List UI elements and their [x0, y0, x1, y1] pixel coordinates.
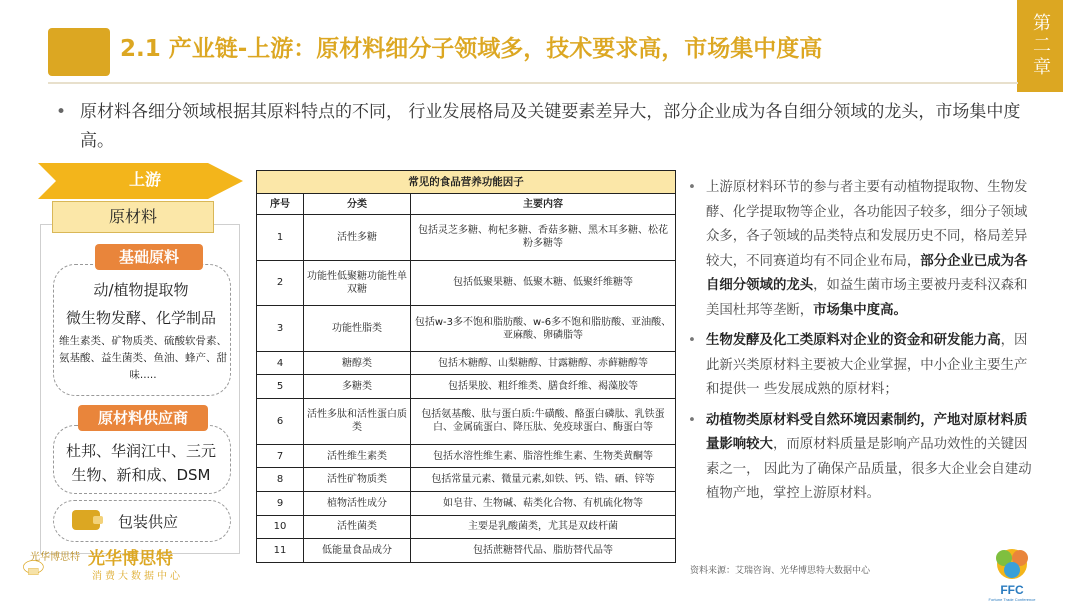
table-row [257, 399, 676, 445]
table-row [257, 539, 676, 563]
cell-index: 1 [257, 215, 304, 261]
cell-index: 5 [257, 375, 304, 399]
table-row [257, 468, 676, 492]
brand-seal-text: 光华博思特 [30, 552, 80, 563]
table-row [257, 375, 676, 399]
cell-content: 包括水溶性维生素、脂溶性维生素、生物类黄酮等 [411, 444, 676, 468]
cell-index: 6 [257, 399, 304, 445]
cell-category: 低能量食品成分 [304, 539, 411, 563]
table-row [257, 306, 676, 352]
cell-content: 包括低聚果糖、低聚木糖、低聚纤维糖等 [411, 260, 676, 306]
upstream-label: 上游 [128, 170, 161, 189]
ffc-logo [980, 538, 1044, 602]
chapter-tab[interactable]: 第二章 [1017, 0, 1063, 92]
cell-category: 活性多肽和活性蛋白质类 [304, 399, 411, 445]
cell-content: 包括蔗糖替代品、脂肪替代品等 [411, 539, 676, 563]
cell-index: 4 [257, 351, 304, 375]
cell-category: 活性维生素类 [304, 444, 411, 468]
cell-category: 功能性低聚糖功能性单双糖 [304, 260, 411, 306]
bullet: • [688, 412, 696, 428]
basic-materials-title: 基础原料 [95, 244, 203, 270]
intro-text: 原材料各细分领域根据其原料特点的不同， 行业发展格局及关键要素差异大，部分企业成为各自细分领域的龙头，市场集中度高。 [80, 102, 1021, 151]
nutrition-factor-table [256, 170, 676, 563]
page-title: 2.1 产业链-上游：原材料细分子领域多，技术要求高，市场集中度高 [120, 36, 823, 62]
bullet: • [688, 180, 696, 195]
cell-index: 3 [257, 306, 304, 352]
para-emphasis: 部分企业已成为各自细分领域的龙头 [706, 253, 1028, 293]
commentary-para-1 [688, 176, 1033, 323]
cell-category: 活性菌类 [304, 515, 411, 539]
cell-index: 9 [257, 492, 304, 516]
cell-content: 包括氨基酸、肽与蛋白质:牛磺酸、酪蛋白磷肽、乳铁蛋白、金属硫蛋白、降压肽、免疫球蛋白、酶蛋白等 [411, 399, 676, 445]
right-commentary [688, 176, 1033, 513]
supplier-line-1: 杜邦、华润江中、三元 [65, 442, 216, 460]
cell-content: 包括灵芝多糖、枸杞多糖、香菇多糖、黑木耳多糖、松花粉多糖等 [411, 215, 676, 261]
bullet: • [688, 333, 696, 348]
table-row [257, 444, 676, 468]
table-row [257, 515, 676, 539]
title-accent-block [48, 28, 110, 76]
basic-small-list: 维生素类、矿物质类、硫酸软骨素、氨基酸、益生菌类、鱼油、蜂产、甜味..... [59, 335, 227, 381]
para-text: ，因此新兴类原材料主要被大企业掌握，中小企业主要生产和提供一 些发展成熟的原材料； [706, 333, 1028, 397]
commentary-para-2 [688, 329, 1033, 403]
packaging-label: 包装供应 [118, 513, 179, 531]
para-text: ，而原材料质量是影响产品功效性的关键因素之一， 因此为了确保产品质量，很多大企业会自建动植物产地，掌控上游原材料。 [706, 437, 1032, 501]
para-text: ，如益生菌市场主要被丹麦科汉森和美国杜邦等垄断， [706, 278, 1028, 318]
intro-paragraph [48, 98, 1038, 156]
cell-category: 活性矿物质类 [304, 468, 411, 492]
cell-index: 10 [257, 515, 304, 539]
basic-line-2: 微生物发酵、化学制品 [65, 309, 216, 327]
cell-content: 包括w-3多不饱和脂肪酸、w-6多不饱和脂肪酸、亚油酸、亚麻酸、卵磷脂等 [411, 306, 676, 352]
table-row [257, 351, 676, 375]
source-note: 资料来源：艾瑞咨询、光华博思特大数据中心 [690, 566, 871, 576]
cell-content: 包括常量元素、微量元素,如铁、钙、锆、硒、锌等 [411, 468, 676, 492]
cell-index: 11 [257, 539, 304, 563]
basic-line-1: 动/植物提取物 [93, 281, 189, 299]
cell-category: 活性多糖 [304, 215, 411, 261]
cell-category: 糖醇类 [304, 351, 411, 375]
cell-index: 8 [257, 468, 304, 492]
intro-bullet: • [56, 102, 67, 122]
commentary-para-3 [688, 409, 1033, 507]
title-divider [48, 82, 1018, 84]
para-emphasis: 市场集中度高。 [813, 302, 907, 318]
para-text: 上游原材料环节的参与者主要有动植物提取物、生物发酵、化学提取物等企业，各功能因子较多，细分子领域众多，各子领域的品类特点和发展历史不同，格局差异较大，不同赛道均有不同企业布局， [706, 180, 1028, 269]
cell-index: 2 [257, 260, 304, 306]
table-row [257, 492, 676, 516]
table-caption: 常见的食品营养功能因子 [257, 171, 676, 194]
cell-category: 植物活性成分 [304, 492, 411, 516]
col-header-category: 分类 [304, 194, 411, 215]
suppliers-title: 原材料供应商 [78, 405, 208, 431]
para-emphasis: 动植物类原材料受自然环境因素制约，产地对原材料质量影响较大 [706, 412, 1028, 452]
cell-index: 7 [257, 444, 304, 468]
para-emphasis: 生物发酵及化工类原料对企业的资金和研发能力高 [706, 333, 1001, 348]
col-header-content: 主要内容 [411, 194, 676, 215]
supplier-line-2: 生物、新和成、DSM [71, 466, 211, 484]
cell-content: 包括木糖醇、山梨糖醇、甘露糖醇、赤藓糖醇等 [411, 351, 676, 375]
wallet-icon [72, 510, 100, 530]
cell-content: 包括果胶、粗纤维类、膳食纤维、褐藻胶等 [411, 375, 676, 399]
cell-category: 多糖类 [304, 375, 411, 399]
cell-content: 主要是乳酸菌类，尤其是双歧杆菌 [411, 515, 676, 539]
brand-subtitle: 消费大数据中心 [92, 571, 183, 582]
table-row [257, 215, 676, 261]
cell-category: 功能性脂类 [304, 306, 411, 352]
cell-content: 如皂苷、生物碱、萜类化合物、有机硫化物等 [411, 492, 676, 516]
brand-name: 光华博思特 [88, 549, 173, 569]
ffc-logo-subtext: Fortune Trade Conference [988, 597, 1036, 602]
table-row [257, 260, 676, 306]
col-header-index: 序号 [257, 194, 304, 215]
ffc-logo-text: FFC [1000, 583, 1024, 597]
raw-material-label: 原材料 [52, 201, 214, 233]
